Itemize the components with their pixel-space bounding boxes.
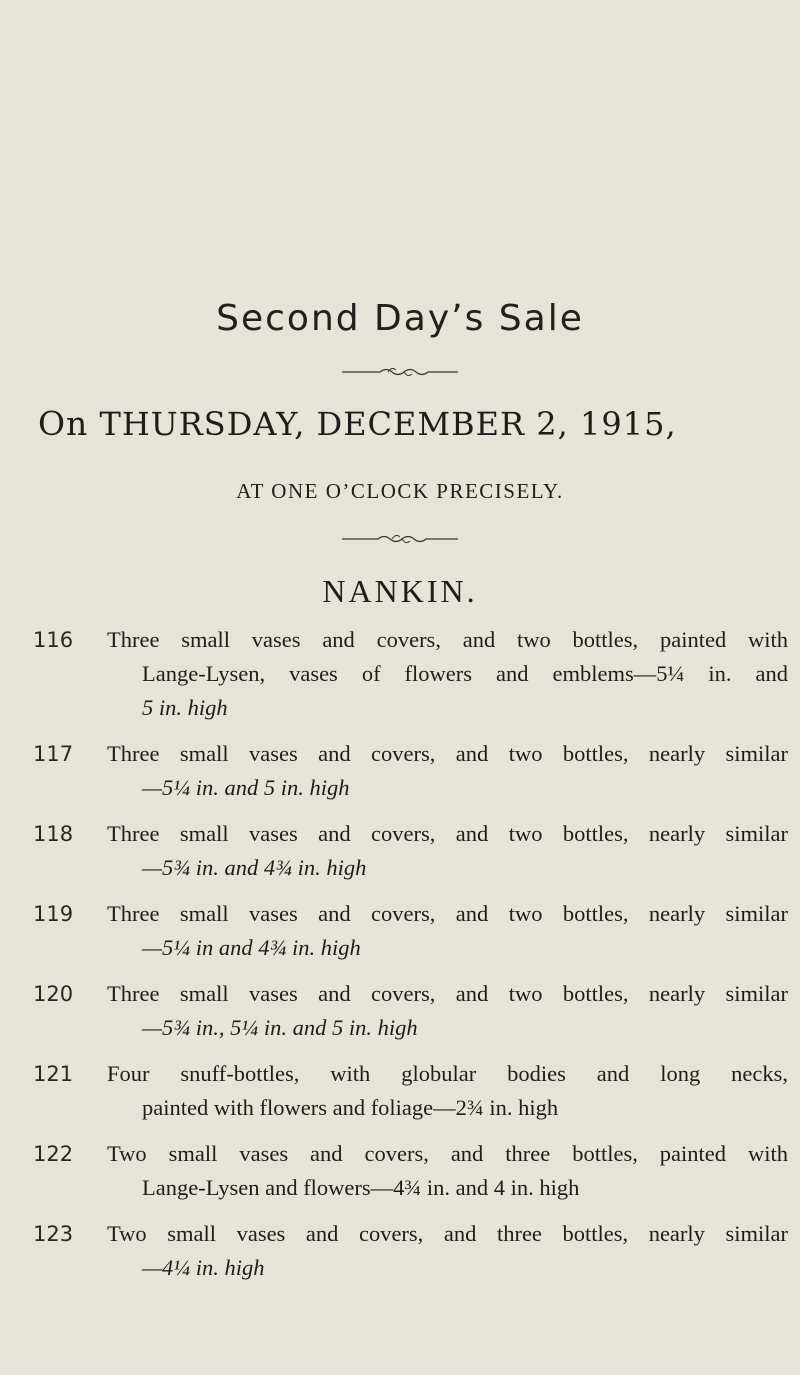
sale-date: THURSDAY, DECEMBER 2, 1915, [99,405,677,443]
lot-line: Three small vases and covers, and two bottles, nearly similar [107,741,788,766]
lot-measurement: —5¾ in. and 4¾ in. high [142,855,367,880]
lot-measurement: —4¼ in. high [142,1255,265,1280]
lot-line: painted with flowers and foliage—2¾ in. high [142,1095,559,1120]
lot-number: 123 [33,1222,74,1246]
lot-description [107,623,788,725]
lot-number: 118 [33,822,74,846]
lot-line: Three small vases and covers, and two bottles, nearly similar [107,821,788,846]
flourish-icon [340,365,460,379]
lot-description [107,737,788,805]
lot-number: 117 [33,742,74,766]
lot-number: 116 [33,628,74,652]
lot-entry [33,897,788,965]
flourish-icon [340,532,460,546]
dateline-on: On [38,404,89,443]
lot-number: 119 [33,902,74,926]
lot-description [107,1217,788,1285]
lot-line: Three small vases and covers, and two bottles, nearly similar [107,981,788,1006]
lot-line: Two small vases and covers, and three bottles, painted with [107,1141,788,1166]
lot-entry [33,1057,788,1125]
ornament-divider-bottom [0,532,800,546]
lot-description [107,1137,788,1205]
lot-description [107,817,788,885]
lot-number: 120 [33,982,74,1006]
lot-line: Lange-Lysen and flowers—4¾ in. and 4 in. high [142,1175,580,1200]
lot-line: Three small vases and covers, and two bottles, nearly similar [107,901,788,926]
lot-number: 121 [33,1062,74,1086]
page-title: Second Day’s Sale [216,298,584,339]
section-heading: NANKIN. [322,573,478,609]
lot-description [107,1057,788,1125]
lot-measurement: —5¼ in and 4¾ in. high [142,935,361,960]
lot-number: 122 [33,1142,74,1166]
lot-entry [33,623,788,725]
lot-entry [33,817,788,885]
lot-line: Three small vases and covers, and two bottles, painted with [107,627,788,652]
lot-entry [33,977,788,1045]
lot-line: Four snuff-bottles, with globular bodies and long necks, [107,1061,788,1086]
lot-entry [33,737,788,805]
lot-description [107,897,788,965]
lot-line: Two small vases and covers, and three bottles, nearly similar [107,1221,788,1246]
lot-measurement: 5 in. high [142,695,228,720]
lot-entry [33,1217,788,1285]
ornament-divider-top [0,365,800,379]
lot-measurement: —5¾ in., 5¼ in. and 5 in. high [142,1015,418,1040]
sale-time: AT ONE O’CLOCK PRECISELY. [236,479,564,503]
lot-line: Lange-Lysen, vases of flowers and emblems—5¼ in. and [142,661,788,686]
lot-list [33,623,788,1297]
lot-entry [33,1137,788,1205]
sale-dateline [38,404,778,443]
lot-description [107,977,788,1045]
lot-measurement: —5¼ in. and 5 in. high [142,775,350,800]
